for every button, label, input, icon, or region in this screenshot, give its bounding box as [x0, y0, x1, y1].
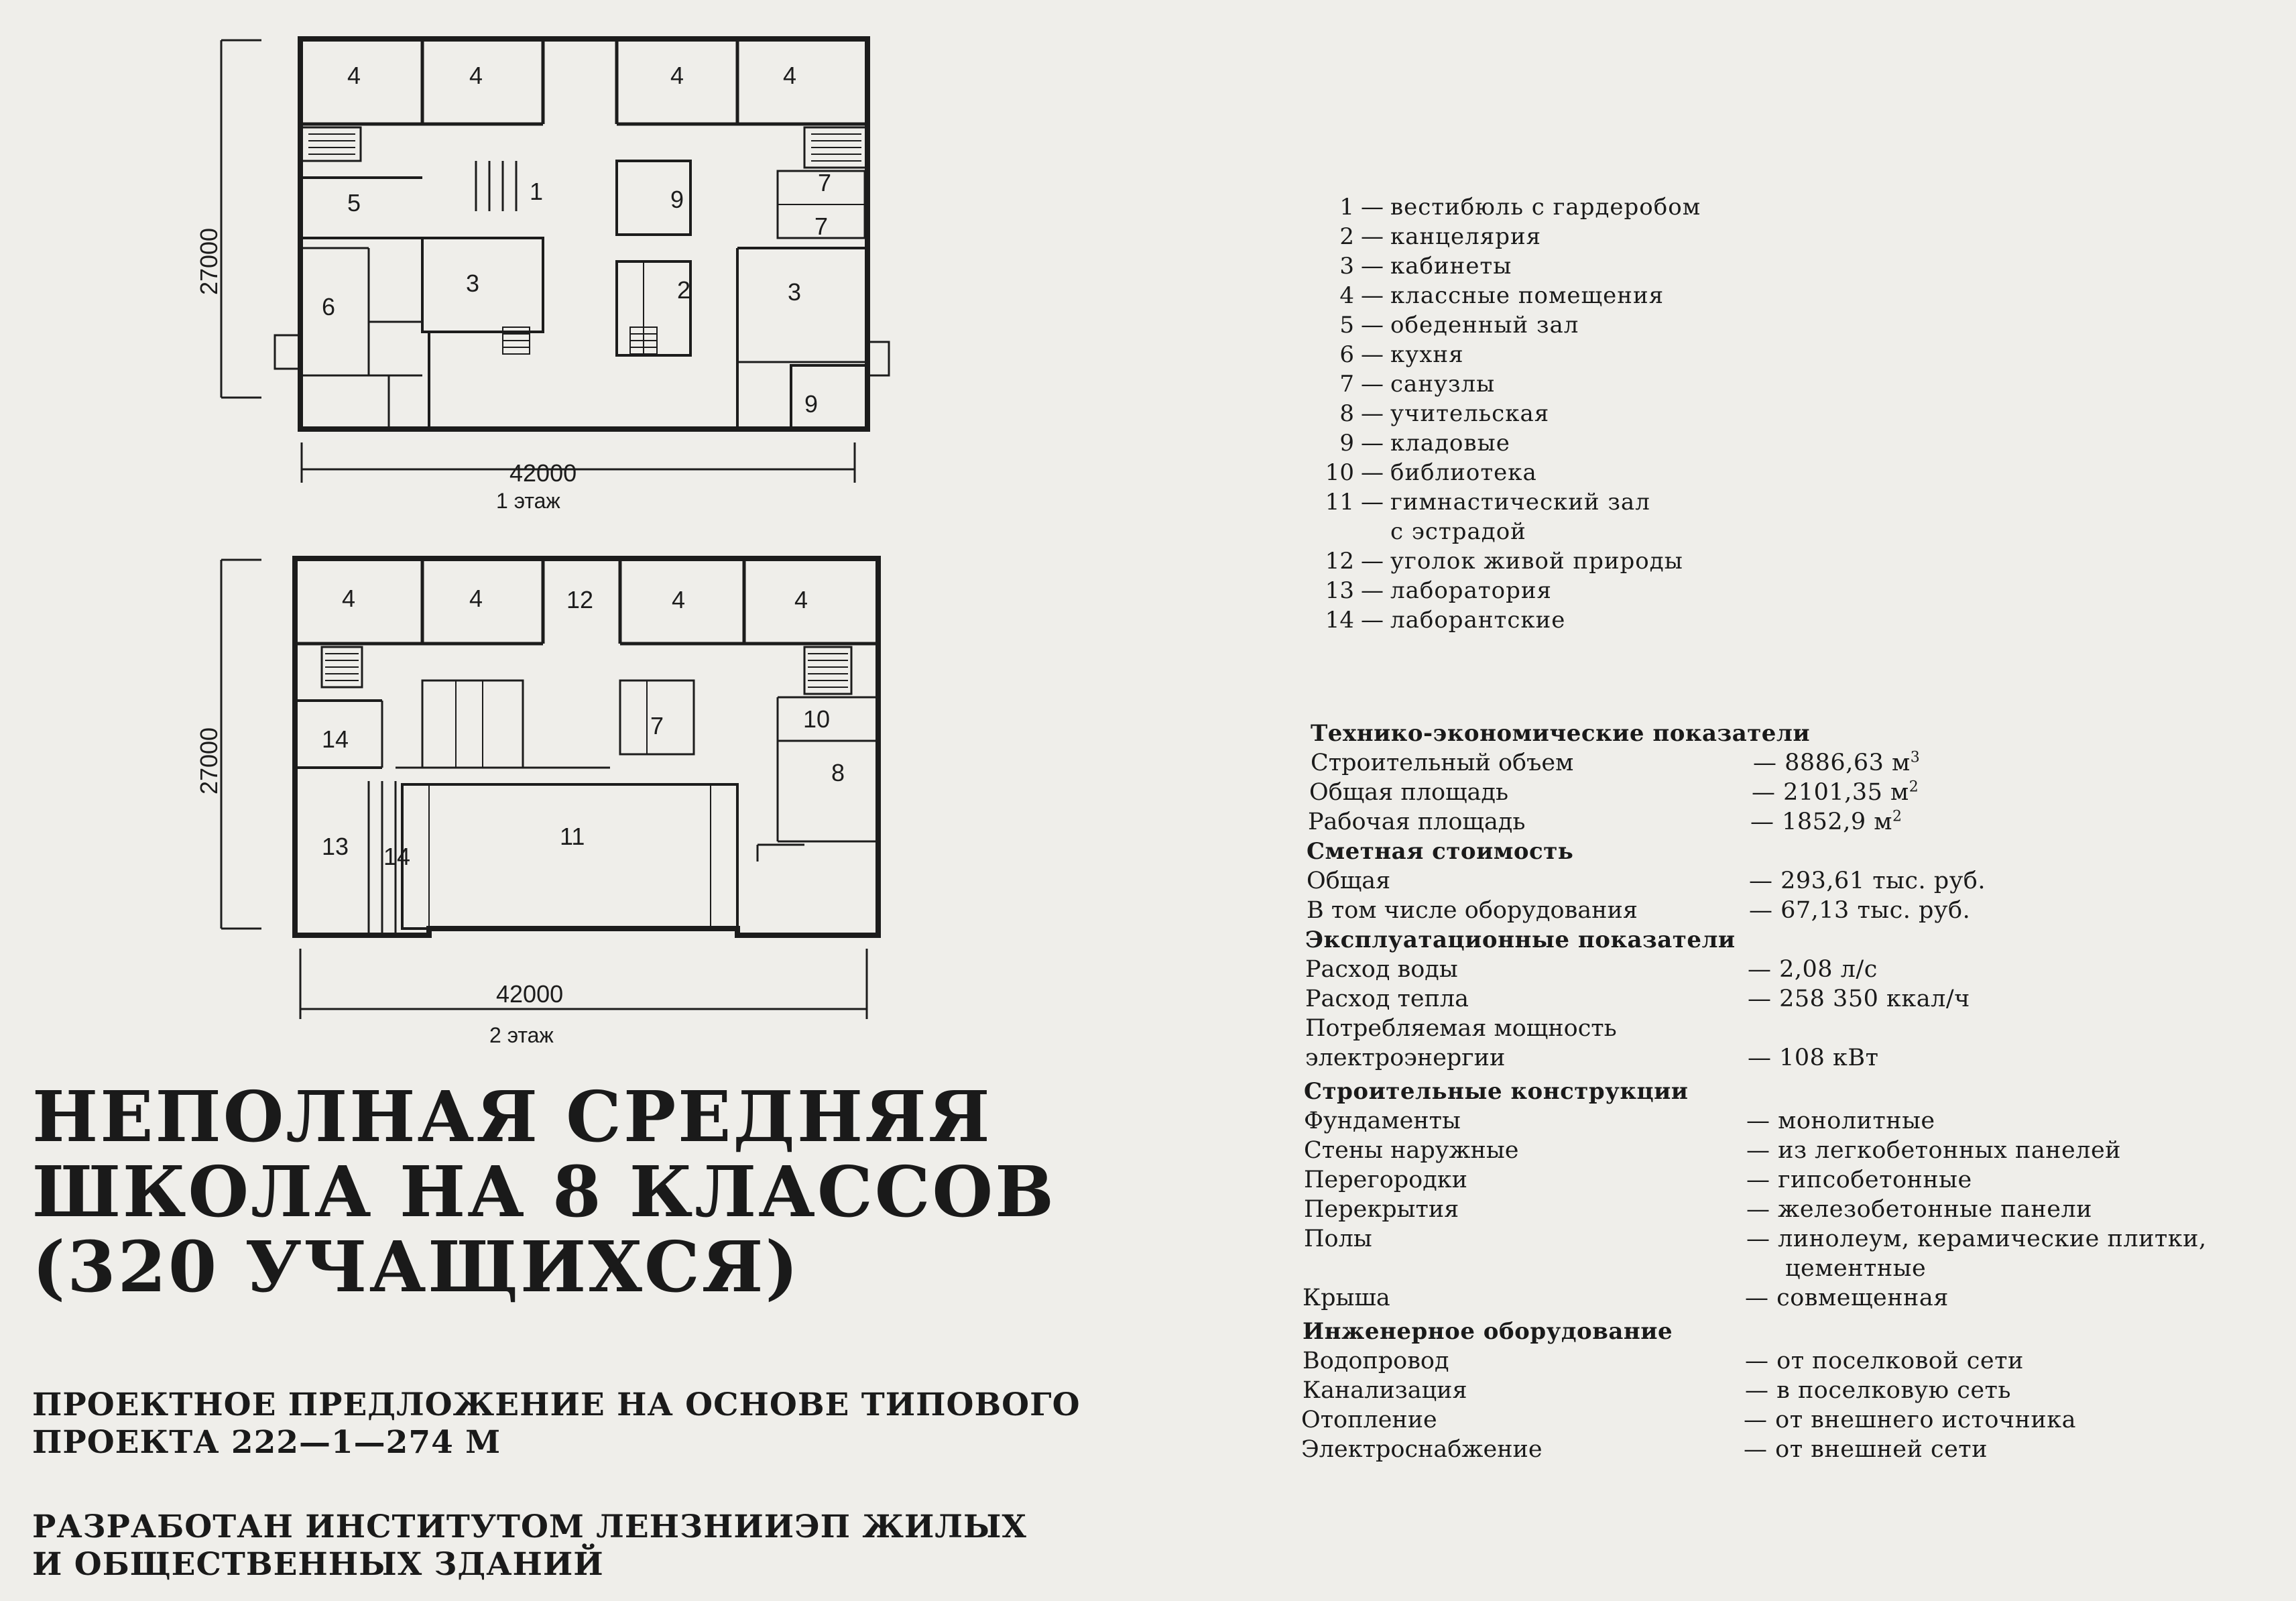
legend-item: 6 — кухня	[1339, 341, 1464, 368]
indicator-row: Расход тепла — 258 350 ккал/ч	[1305, 986, 1970, 1012]
plan2-height-dim: 27000	[195, 727, 223, 795]
floor-plan-1-drawing	[195, 27, 939, 523]
indicator-row: Потребляемая мощность	[1305, 1015, 1617, 1042]
indicator-row: Строительный объем — 8886,63 $м^3$	[1311, 749, 1921, 776]
indicator-row: Перегородки — гипсобетонные	[1304, 1167, 1972, 1193]
subtitle-line-2: ПРОЕКТА 222—1—274 М	[32, 1424, 501, 1461]
plan2-floor-label: 2 этаж	[489, 1023, 554, 1047]
legend-item: 4 — классные помещения	[1339, 282, 1665, 309]
plan1-room-label: 4	[347, 62, 361, 89]
plan2-room-label: 4	[469, 585, 483, 612]
plan1-room-label: 9	[804, 390, 819, 418]
indicator-row: Рабочая площадь — 1852,9 $м^2$	[1308, 808, 1902, 835]
tech-heading: Технико-экономические показатели	[1311, 720, 1811, 747]
plan2-room-label: 4	[672, 586, 686, 613]
legend-item: 7 — санузлы	[1339, 371, 1496, 398]
indicator-row: Перекрытия — железобетонные панели	[1304, 1196, 2093, 1223]
indicator-row: Стены наружные — из легкобетонных панелей	[1304, 1137, 2122, 1164]
floor-plan-2	[195, 546, 939, 1056]
plan2-room-label: 13	[322, 833, 349, 860]
plan1-height-dim: 27000	[195, 227, 223, 296]
plan2-room-label: 8	[831, 759, 845, 786]
legend-item-continuation: с эстрадой	[1390, 518, 1526, 545]
plan1-room-label: 5	[347, 189, 361, 217]
legend-item: 2 — канцелярия	[1339, 223, 1542, 250]
construction-heading: Строительные конструкции	[1304, 1078, 1689, 1105]
document-title	[32, 1075, 1118, 1308]
indicator-row-continuation: цементные	[1785, 1255, 1927, 1282]
legend-item: 1 — вестибюль с гардеробом	[1339, 194, 1701, 221]
legend-item: 11 — гимнастический зал	[1325, 489, 1650, 516]
indicator-row: Отопление — от внешнего источника	[1301, 1407, 2076, 1433]
legend-item: 9 — кладовые	[1339, 430, 1510, 457]
plan2-width-dim: 42000	[496, 980, 564, 1008]
institute-credit	[32, 1508, 1172, 1584]
plan1-room-label: 7	[814, 213, 829, 240]
plan2-room-label: 12	[566, 586, 594, 613]
plan1-width-dim: 42000	[509, 459, 577, 487]
plan1-room-label: 4	[783, 62, 797, 89]
indicator-row: электроэнергии — 108 кВт	[1305, 1045, 1879, 1071]
legend-item: 13 — лаборатория	[1325, 577, 1552, 604]
plan1-room-label: 6	[322, 293, 336, 320]
plan2-room-label: 4	[794, 586, 808, 613]
title-line-3: (320 УЧАЩИХСЯ)	[32, 1226, 800, 1308]
plan2-room-label: 14	[383, 843, 411, 870]
indicator-row: Электроснабжение — от внешней сети	[1301, 1436, 1988, 1463]
legend-item: 8 — учительская	[1339, 400, 1550, 427]
subtitle-line-1: ПРОЕКТНОЕ ПРЕДЛОЖЕНИЕ НА ОСНОВЕ ТИПОВОГО	[32, 1386, 1081, 1423]
plan2-room-label: 14	[322, 725, 349, 753]
legend-item: 12 — уголок живой природы	[1325, 548, 1683, 575]
title-line-1: НЕПОЛНАЯ СРЕДНЯЯ	[32, 1075, 992, 1158]
operation-heading: Эксплуатационные показатели	[1305, 927, 1736, 953]
indicator-row: В том числе оборудования — 67,13 тыс. руб.	[1307, 897, 1971, 924]
plan1-floor-label: 1 этаж	[496, 489, 560, 513]
project-subtitle	[32, 1386, 1172, 1462]
plan1-room-label: 2	[677, 276, 691, 304]
institute-line-1: РАЗРАБОТАН ИНСТИТУТОМ ЛЕНЗНИИЭП ЖИЛЫХ	[32, 1508, 1027, 1545]
indicator-row: Расход воды — 2,08 л/с	[1305, 956, 1878, 983]
plan1-room-label: 4	[670, 62, 684, 89]
indicator-row: Канализация — в поселковую сеть	[1303, 1377, 2011, 1404]
indicator-row: Общая площадь — 2101,35 $м^2$	[1309, 778, 1919, 806]
plan1-room-label: 1	[530, 178, 544, 205]
title-line-2: ШКОЛА НА 8 КЛАССОВ	[32, 1150, 1056, 1233]
legend-item: 14 — лаборантские	[1325, 607, 1566, 634]
legend-item: 10 — библиотека	[1325, 459, 1537, 486]
plan1-room-label: 4	[469, 62, 483, 89]
legend-item: 5 — обеденный зал	[1339, 312, 1579, 339]
technical-indicators	[1297, 719, 2289, 1464]
plan1-room-label: 3	[466, 270, 480, 297]
floor-plan-2-drawing	[195, 546, 939, 1056]
plan2-room-label: 11	[560, 823, 585, 850]
plan2-room-label: 4	[342, 585, 356, 612]
indicator-row: Общая — 293,61 тыс. руб.	[1307, 868, 1986, 894]
institute-line-2: И ОБЩЕСТВЕННЫХ ЗДАНИЙ	[32, 1546, 604, 1583]
engineering-heading: Инженерное оборудование	[1303, 1318, 1673, 1345]
indicator-row: Фундаменты — монолитные	[1304, 1108, 1935, 1134]
room-legend	[1319, 192, 1789, 635]
indicator-row: Водопровод — от поселковой сети	[1303, 1348, 2024, 1374]
floor-plan-1	[195, 27, 939, 523]
cost-heading: Сметная стоимость	[1307, 838, 1574, 865]
plan2-room-label: 10	[803, 705, 831, 733]
legend-item: 3 — кабинеты	[1339, 253, 1512, 280]
indicator-row: Крыша — совмещенная	[1303, 1285, 1949, 1311]
plan1-room-label: 3	[788, 278, 802, 306]
plan1-room-label: 7	[818, 169, 832, 196]
plan2-room-label: 7	[650, 712, 664, 739]
indicator-row: Полы — линолеум, керамические плитки,	[1304, 1226, 2207, 1252]
plan1-room-label: 9	[670, 186, 684, 213]
